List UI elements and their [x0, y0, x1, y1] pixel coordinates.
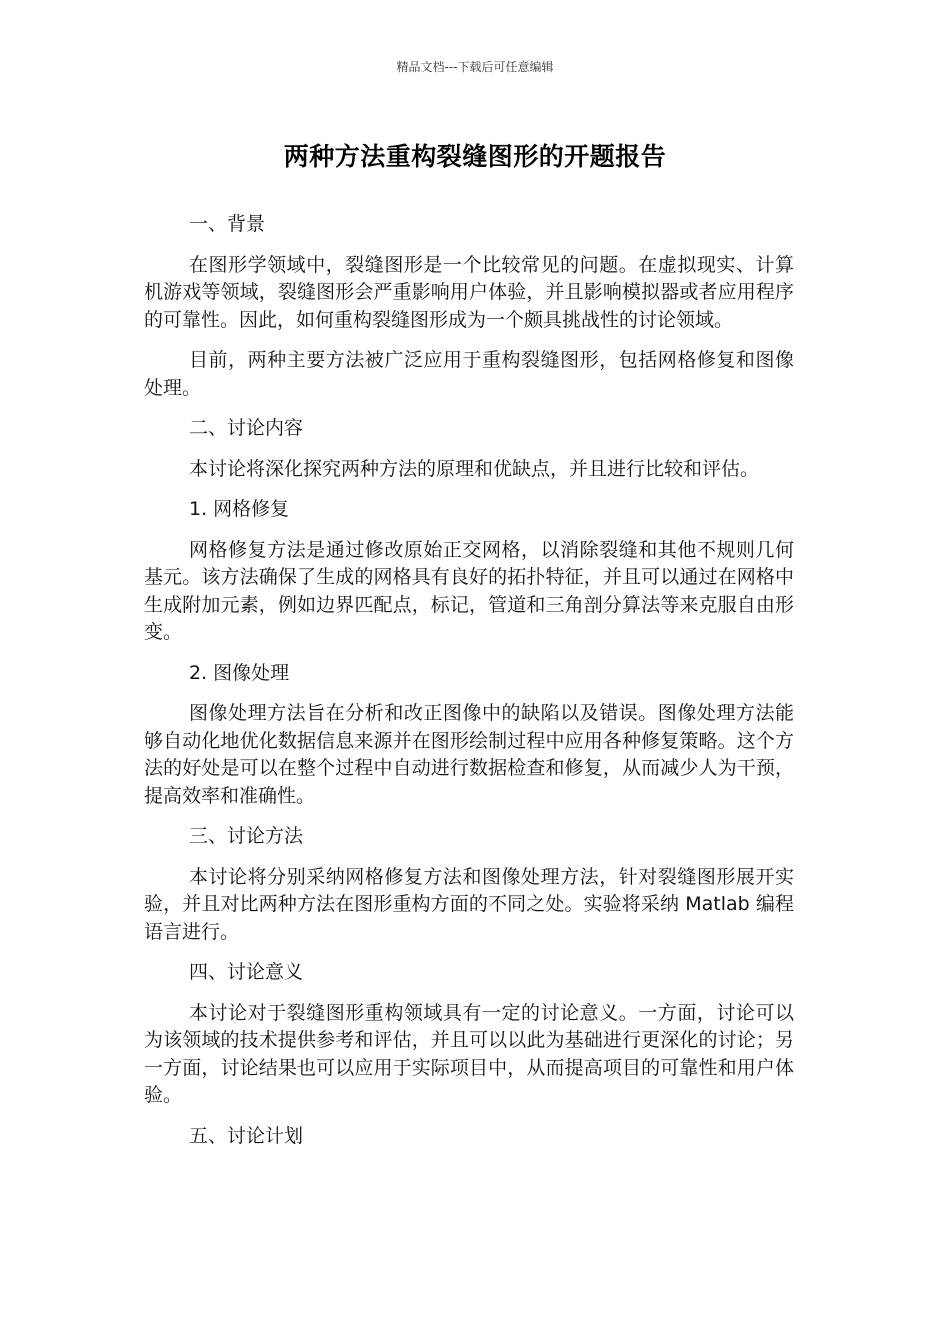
section-heading-background: 一、背景	[189, 213, 266, 235]
subsection-heading-mesh-repair: 1. 网格修复	[189, 498, 290, 520]
document-title: 两种方法重构裂缝图形的开题报告	[283, 142, 667, 171]
paragraph: 在图形学领域中，裂缝图形是一个比较常见的问题。在虚拟现实、计算机游戏等领域，裂缝图形会严重影响用户体验，并且影响模拟器或者应用程序的可靠性。因此，如何重构裂缝图形成为一个颇具挑战性的讨论领域。	[144, 253, 794, 331]
paragraph: 本讨论对于裂缝图形重构领域具有一定的讨论意义。一方面，讨论可以为该领域的技术提供参考和评估，并且可以以此为基础进行更深化的讨论；另一方面，讨论结果也可以应用于实际项目中，从而提高项目的可靠性和用户体验。	[144, 1001, 794, 1106]
subsection-heading-image-processing: 2. 图像处理	[189, 661, 290, 684]
paragraph: 网格修复方法是通过修改原始正交网格，以消除裂缝和其他不规则几何基元。该方法确保了生成的网格具有良好的拓扑特征，并且可以通过在网格中生成附加元素，例如边界匹配点，标记，管道和三角剖分算法等来克服自由形变。	[144, 538, 794, 643]
section-heading-method: 三、讨论方法	[189, 825, 304, 847]
paragraph: 目前，两种主要方法被广泛应用于重构裂缝图形，包括网格修复和图像处理。	[144, 349, 794, 399]
document-body	[144, 211, 794, 1163]
section-heading-content: 二、讨论内容	[189, 417, 304, 439]
paragraph: 本讨论将深化探究两种方法的原理和优缺点，并且进行比较和评估。	[189, 457, 760, 480]
paragraph: 图像处理方法旨在分析和改正图像中的缺陷以及错误。图像处理方法能够自动化地优化数据信息来源并在图形绘制过程中应用各种修复策略。这个方法的好处是可以在整个过程中自动进行数据检查和修复，从而减少人为干预，提高效率和准确性。	[144, 702, 794, 807]
paragraph: 本讨论将分别采纳网格修复方法和图像处理方法，针对裂缝图形展开实验，并且对比两种方法在图形重构方面的不同之处。实验将采纳 Matlab 编程语言进行。	[144, 865, 794, 943]
section-heading-significance: 四、讨论意义	[189, 961, 304, 983]
header-note: 精品文档---下载后可任意编辑	[396, 60, 554, 74]
section-heading-plan: 五、讨论计划	[189, 1124, 304, 1147]
